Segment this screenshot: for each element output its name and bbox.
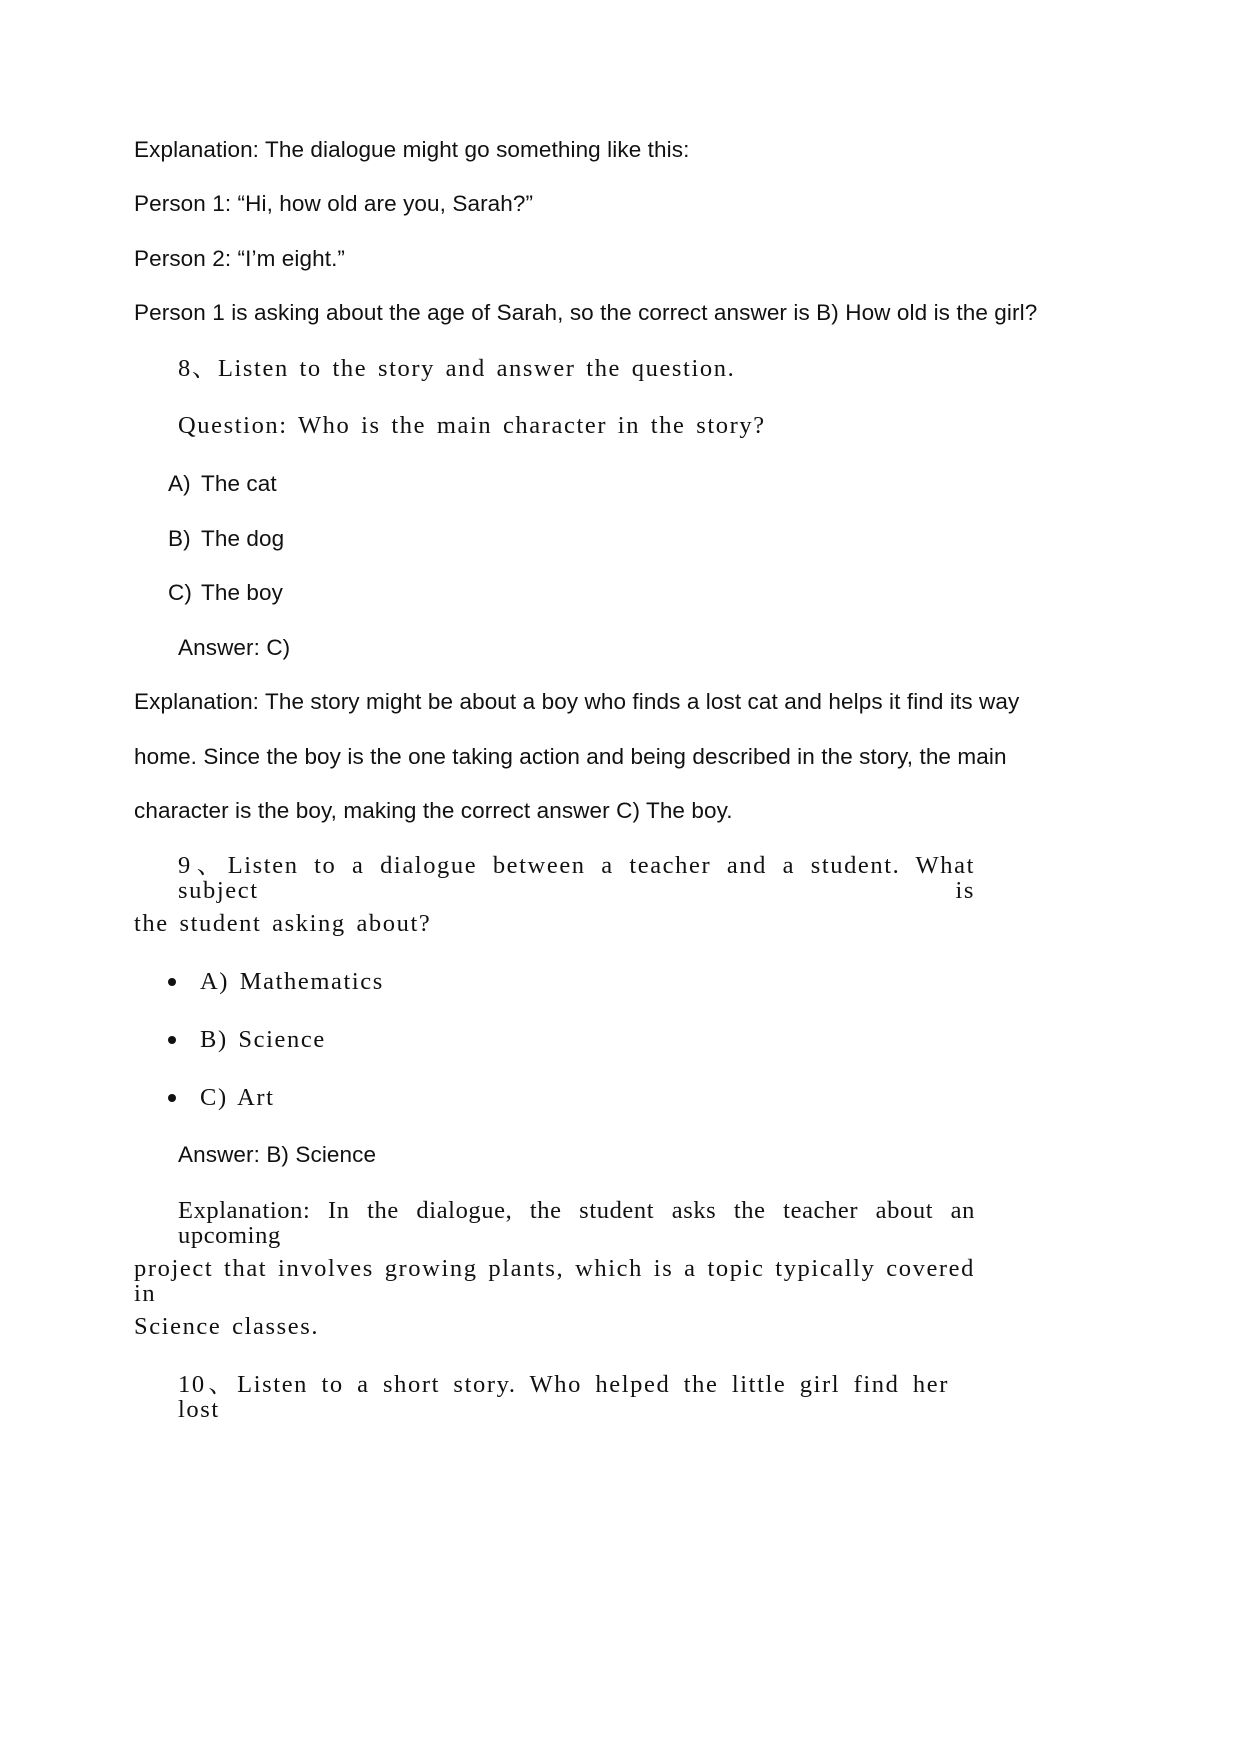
q9-explanation-line-1: Explanation: In the dialogue, the student asks the teacher about an upcoming	[178, 1197, 975, 1249]
q9-explanation-line-3: Science classes.	[134, 1313, 320, 1340]
option-letter: A)	[168, 471, 191, 496]
option-text: The dog	[201, 526, 285, 551]
q9-option-c: C) Art	[200, 1084, 275, 1111]
q9-answer: Answer: B) Science	[178, 1142, 377, 1167]
q8-answer: Answer: C)	[178, 635, 291, 660]
q8-explanation-line-2: home. Since the boy is the one taking action and being described in the story, the main	[134, 744, 1007, 769]
option-text: The boy	[201, 580, 283, 605]
q8-option-b	[168, 526, 285, 551]
option-text: The cat	[201, 471, 277, 496]
q9-explanation-line-2: project that involves growing plants, which is a topic typically covered in	[134, 1255, 975, 1307]
bullet-icon	[168, 1094, 176, 1102]
q9-option-b: B) Science	[200, 1026, 326, 1053]
q7-conclusion: Person 1 is asking about the age of Sarah, so the correct answer is B) How old is the girl?	[134, 300, 1038, 325]
option-letter: C)	[168, 580, 192, 605]
q8-question: Question: Who is the main character in the story?	[178, 412, 766, 439]
q7-explanation-intro: Explanation: The dialogue might go something like this:	[134, 137, 690, 162]
bullet-icon	[168, 1036, 176, 1044]
option-letter: B)	[168, 526, 191, 551]
q7-dialogue-line-2: Person 2: “I’m eight.”	[134, 246, 346, 271]
q8-explanation-line-3: character is the boy, making the correct answer C) The boy.	[134, 798, 733, 823]
q7-dialogue-line-1: Person 1: “Hi, how old are you, Sarah?”	[134, 191, 534, 216]
q8-explanation-line-1: Explanation: The story might be about a boy who finds a lost cat and helps it find its way	[134, 689, 1020, 714]
q9-prompt-line-2: the student asking about?	[134, 910, 432, 937]
q9-option-a: A) Mathematics	[200, 968, 384, 995]
q10-prompt: 10、Listen to a short story. Who helped the little girl find her lost	[178, 1371, 949, 1423]
q9-prompt-line-1: 9、Listen to a dialogue between a teacher and a student. What subject is	[178, 852, 975, 904]
q8-option-a	[168, 471, 277, 496]
q8-prompt: 8、Listen to the story and answer the question.	[178, 355, 736, 382]
bullet-icon	[168, 978, 176, 986]
q8-option-c	[168, 580, 283, 605]
